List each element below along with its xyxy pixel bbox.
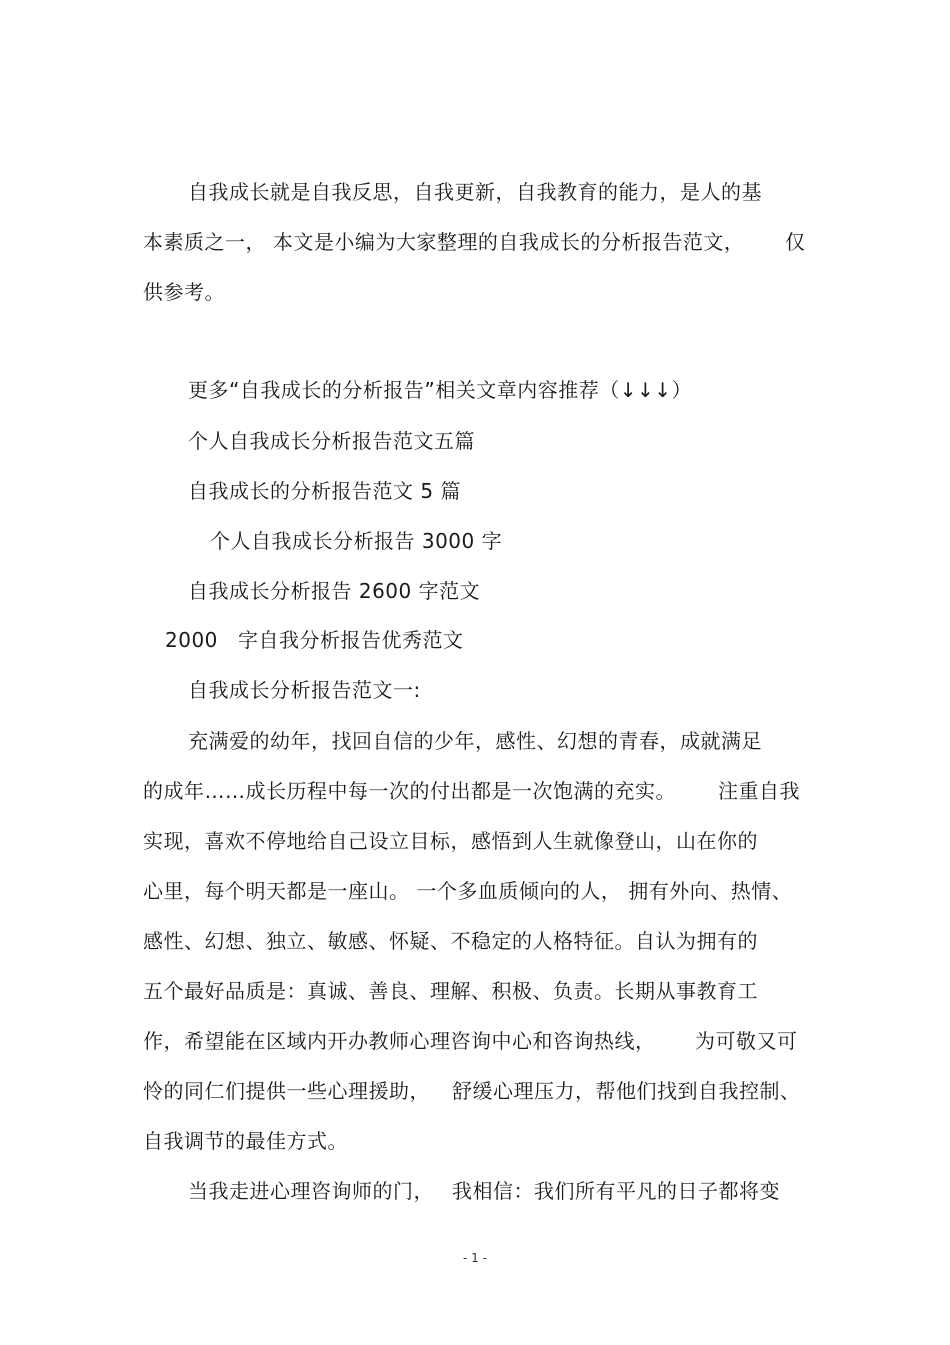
- body-line-2-end: 注重自我: [718, 779, 800, 803]
- page-number: - 1 -: [463, 1251, 487, 1265]
- recommend-heading: 更多“自我成长的分析报告”相关文章内容推荐（↓↓↓）: [188, 378, 692, 402]
- body-line-6: 五个最好品质是：真诚、善良、理解、积极、负责。长期从事教育工: [143, 979, 758, 1003]
- intro-line-2-end: 仅: [785, 230, 806, 254]
- recommend-link-5-number[interactable]: 2000: [165, 628, 218, 652]
- intro-line-2: 本素质之一， 本文是小编为大家整理的自我成长的分析报告范文，: [143, 230, 745, 254]
- recommend-link-1[interactable]: 个人自我成长分析报告范文五篇: [188, 429, 475, 453]
- body-line-1: 充满爱的幼年，找回自信的少年，感性、幻想的青春，成就满足: [188, 729, 762, 753]
- body-line-7-end: 为可敬又可: [695, 1029, 798, 1053]
- body-line-3: 实现，喜欢不停地给自己设立目标，感悟到人生就像登山，山在你的: [143, 829, 758, 853]
- intro-line-1: 自我成长就是自我反思，自我更新，自我教育的能力，是人的基: [188, 180, 762, 204]
- body-line-5: 感性、幻想、独立、敏感、怀疑、不稳定的人格特征。自认为拥有的: [143, 929, 758, 953]
- recommend-link-3[interactable]: 个人自我成长分析报告 3000 字: [210, 529, 503, 553]
- body-line-2: 的成年……成长历程中每一次的付出都是一次饱满的充实。: [143, 779, 676, 803]
- body-line-8-end: 舒缓心理压力，帮他们找到自我控制、: [452, 1079, 801, 1103]
- recommend-link-5-text[interactable]: 字自我分析报告优秀范文: [238, 628, 464, 652]
- body-line-7: 作，希望能在区域内开办教师心理咨询中心和咨询热线，: [143, 1029, 656, 1053]
- section-title: 自我成长分析报告范文一:: [188, 678, 421, 702]
- body-line-8: 怜的同仁们提供一些心理援助，: [143, 1079, 430, 1103]
- body-line-4: 心里，每个明天都是一座山。 一个多血质倾向的人， 拥有外向、热情、: [143, 879, 793, 903]
- recommend-link-4[interactable]: 自我成长分析报告 2600 字范文: [188, 579, 481, 603]
- intro-line-3: 供参考。: [143, 280, 225, 304]
- body-line-10: 当我走进心理咨询师的门，: [188, 1179, 434, 1203]
- body-line-10-end: 我相信：我们所有平凡的日子都将变: [452, 1179, 780, 1203]
- recommend-link-2[interactable]: 自我成长的分析报告范文 5 篇: [188, 479, 461, 503]
- body-line-9: 自我调节的最佳方式。: [143, 1129, 348, 1153]
